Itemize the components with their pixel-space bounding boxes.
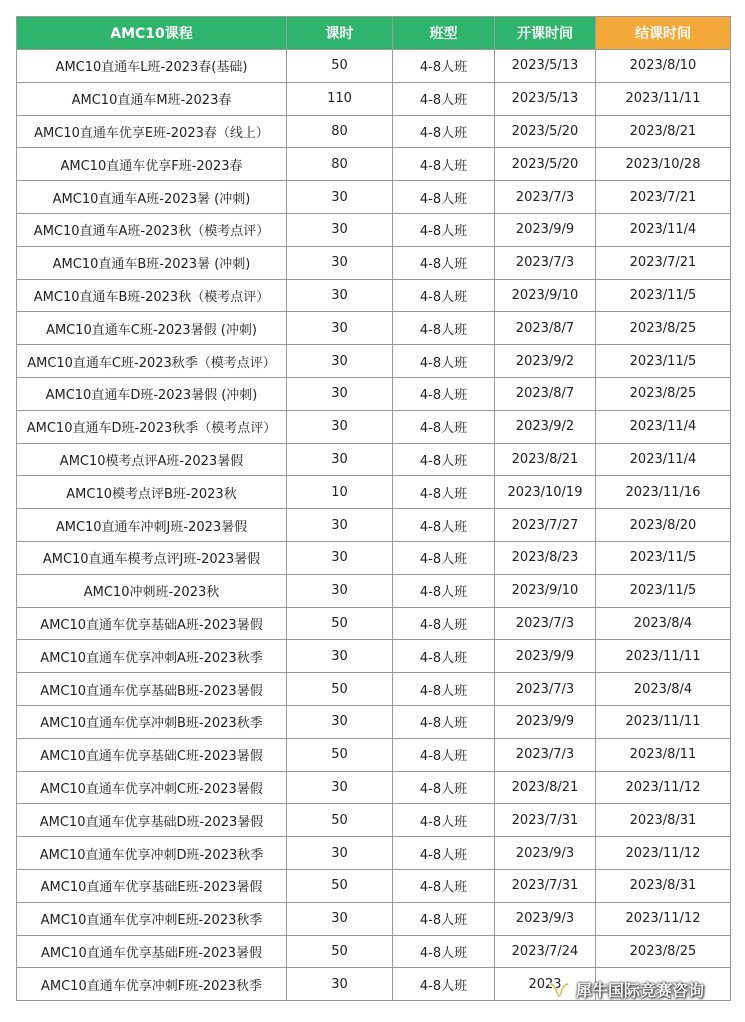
class-type-cell: 4-8人班 (393, 705, 495, 738)
end-date-cell: 2023/8/10 (596, 50, 731, 83)
end-date-cell: 2023/8/4 (596, 607, 731, 640)
class-type-cell: 4-8人班 (393, 640, 495, 673)
start-date-cell: 2023/7/31 (495, 804, 596, 837)
course-cell: AMC10直通车优享冲刺D班-2023秋季 (17, 837, 287, 870)
table-row (17, 902, 731, 935)
hours-cell: 30 (287, 574, 393, 607)
course-cell: AMC10直通车优享基础D班-2023暑假 (17, 804, 287, 837)
header-class-type: 班型 (393, 17, 495, 50)
course-cell: AMC10直通车优享冲刺A班-2023秋季 (17, 640, 287, 673)
end-date-cell: 2023/8/25 (596, 377, 731, 410)
start-date-cell: 2023/9/2 (495, 345, 596, 378)
course-cell: AMC10直通车优享F班-2023春 (17, 148, 287, 181)
class-type-cell: 4-8人班 (393, 312, 495, 345)
watermark (548, 978, 704, 1001)
table-row (17, 673, 731, 706)
hours-cell: 30 (287, 279, 393, 312)
hours-cell: 30 (287, 837, 393, 870)
end-date-cell: 2023/11/5 (596, 279, 731, 312)
end-date-cell: 2023/11/12 (596, 837, 731, 870)
end-date-cell: 2023/11/12 (596, 902, 731, 935)
end-date-cell: 2023/11/11 (596, 82, 731, 115)
start-date-cell: 2023/8/23 (495, 541, 596, 574)
hours-cell: 30 (287, 410, 393, 443)
table-row (17, 181, 731, 214)
start-date-cell: 2023/9/10 (495, 279, 596, 312)
course-cell: AMC10直通车A班-2023暑 (冲刺) (17, 181, 287, 214)
table-row (17, 345, 731, 378)
course-cell: AMC10直通车优享基础F班-2023暑假 (17, 935, 287, 968)
start-date-cell: 2023/9/2 (495, 410, 596, 443)
wechat-channel-icon (548, 981, 570, 999)
course-cell: AMC10直通车L班-2023春(基础) (17, 50, 287, 83)
course-cell: AMC10直通车优享冲刺E班-2023秋季 (17, 902, 287, 935)
hours-cell: 30 (287, 443, 393, 476)
hours-cell: 30 (287, 968, 393, 1001)
course-cell: AMC10直通车优享E班-2023春（线上） (17, 115, 287, 148)
start-date-cell: 2023/7/24 (495, 935, 596, 968)
hours-cell: 30 (287, 246, 393, 279)
end-date-cell: 2023/11/12 (596, 771, 731, 804)
class-type-cell: 4-8人班 (393, 213, 495, 246)
course-cell: AMC10直通车D班-2023暑假 (冲刺) (17, 377, 287, 410)
start-date-cell: 2023/9/10 (495, 574, 596, 607)
start-date-cell: 2023/7/3 (495, 181, 596, 214)
start-date-cell: 2023/7/3 (495, 246, 596, 279)
class-type-cell: 4-8人班 (393, 673, 495, 706)
start-date-cell: 2023/7/3 (495, 738, 596, 771)
table-row (17, 476, 731, 509)
start-date-cell: 2023/7/3 (495, 673, 596, 706)
class-type-cell: 4-8人班 (393, 902, 495, 935)
header-hours: 课时 (287, 17, 393, 50)
course-cell: AMC10模考点评A班-2023暑假 (17, 443, 287, 476)
course-cell: AMC10直通车优享冲刺B班-2023秋季 (17, 705, 287, 738)
course-cell: AMC10冲刺班-2023秋 (17, 574, 287, 607)
end-date-cell: 2023/11/5 (596, 345, 731, 378)
end-date-cell: 2023/8/25 (596, 312, 731, 345)
start-date-cell: 2023/8/21 (495, 443, 596, 476)
hours-cell: 50 (287, 935, 393, 968)
hours-cell: 30 (287, 771, 393, 804)
start-date-cell: 2023/5/13 (495, 50, 596, 83)
course-cell: AMC10直通车D班-2023秋季（模考点评） (17, 410, 287, 443)
table-row (17, 410, 731, 443)
table-row (17, 312, 731, 345)
class-type-cell: 4-8人班 (393, 476, 495, 509)
class-type-cell: 4-8人班 (393, 837, 495, 870)
class-type-cell: 4-8人班 (393, 181, 495, 214)
course-cell: AMC10直通车模考点评J班-2023暑假 (17, 541, 287, 574)
table-row (17, 738, 731, 771)
class-type-cell: 4-8人班 (393, 607, 495, 640)
start-date-cell: 2023/7/3 (495, 607, 596, 640)
table-row (17, 705, 731, 738)
class-type-cell: 4-8人班 (393, 246, 495, 279)
header-course: AMC10课程 (17, 17, 287, 50)
start-date-cell: 2023/9/9 (495, 213, 596, 246)
table-row (17, 869, 731, 902)
class-type-cell: 4-8人班 (393, 935, 495, 968)
table-row (17, 82, 731, 115)
course-cell: AMC10直通车C班-2023秋季（模考点评） (17, 345, 287, 378)
course-cell: AMC10直通车优享冲刺C班-2023暑假 (17, 771, 287, 804)
start-date-cell: 2023/9/9 (495, 705, 596, 738)
table-row (17, 804, 731, 837)
end-date-cell: 2023/8/11 (596, 738, 731, 771)
course-cell: AMC10直通车优享基础B班-2023暑假 (17, 673, 287, 706)
class-type-cell: 4-8人班 (393, 410, 495, 443)
hours-cell: 30 (287, 902, 393, 935)
end-date-cell: 2023/7/21 (596, 181, 731, 214)
table-row (17, 377, 731, 410)
start-date-cell: 2023/8/7 (495, 312, 596, 345)
hours-cell: 30 (287, 541, 393, 574)
class-type-cell: 4-8人班 (393, 50, 495, 83)
table-row (17, 574, 731, 607)
hours-cell: 30 (287, 181, 393, 214)
hours-cell: 80 (287, 115, 393, 148)
course-schedule-table (16, 16, 731, 1001)
table-row (17, 935, 731, 968)
course-cell: AMC10直通车优享基础E班-2023暑假 (17, 869, 287, 902)
table-row (17, 509, 731, 542)
start-date-cell: 2023/10/19 (495, 476, 596, 509)
table-row (17, 246, 731, 279)
class-type-cell: 4-8人班 (393, 541, 495, 574)
header-start-date: 开课时间 (495, 17, 596, 50)
class-type-cell: 4-8人班 (393, 279, 495, 312)
course-cell: AMC10直通车C班-2023暑假 (冲刺) (17, 312, 287, 345)
header-end-date: 结课时间 (596, 17, 731, 50)
course-cell: AMC10直通车优享基础A班-2023暑假 (17, 607, 287, 640)
course-cell: AMC10直通车优享冲刺F班-2023秋季 (17, 968, 287, 1001)
end-date-cell: 2023/11/5 (596, 541, 731, 574)
start-date-cell: 2023/9/9 (495, 640, 596, 673)
class-type-cell: 4-8人班 (393, 82, 495, 115)
end-date-cell: 2023/8/20 (596, 509, 731, 542)
table-row (17, 279, 731, 312)
table-row (17, 771, 731, 804)
hours-cell: 30 (287, 213, 393, 246)
end-date-cell: 2023/11/11 (596, 640, 731, 673)
table-row (17, 115, 731, 148)
class-type-cell: 4-8人班 (393, 771, 495, 804)
table-row (17, 837, 731, 870)
class-type-cell: 4-8人班 (393, 509, 495, 542)
end-date-cell: 2023/11/16 (596, 476, 731, 509)
hours-cell: 30 (287, 509, 393, 542)
hours-cell: 50 (287, 869, 393, 902)
class-type-cell: 4-8人班 (393, 115, 495, 148)
table-row (17, 443, 731, 476)
course-cell: AMC10直通车A班-2023秋（模考点评） (17, 213, 287, 246)
start-date-cell: 2023/8/7 (495, 377, 596, 410)
hours-cell: 50 (287, 673, 393, 706)
table-row (17, 148, 731, 181)
table-row (17, 50, 731, 83)
start-date-cell: 2023/9/3 (495, 902, 596, 935)
end-date-cell: 2023/11/11 (596, 705, 731, 738)
watermark-text: 犀牛国际竞赛咨询 (576, 981, 705, 1000)
course-cell: AMC10直通车冲刺J班-2023暑假 (17, 509, 287, 542)
start-date-cell: 2023/5/20 (495, 148, 596, 181)
table-row (17, 640, 731, 673)
start-date-cell: 2023/8/21 (495, 771, 596, 804)
hours-cell: 110 (287, 82, 393, 115)
hours-cell: 50 (287, 50, 393, 83)
end-date-cell: 2023/11/4 (596, 213, 731, 246)
end-date-cell: 2023/11/4 (596, 443, 731, 476)
start-date-cell: 2023 (495, 968, 596, 1001)
hours-cell: 30 (287, 705, 393, 738)
class-type-cell: 4-8人班 (393, 869, 495, 902)
class-type-cell: 4-8人班 (393, 148, 495, 181)
hours-cell: 30 (287, 345, 393, 378)
course-cell: AMC10模考点评B班-2023秋 (17, 476, 287, 509)
hours-cell: 10 (287, 476, 393, 509)
end-date-cell: 2023/8/31 (596, 804, 731, 837)
table-row (17, 541, 731, 574)
hours-cell: 30 (287, 312, 393, 345)
start-date-cell: 2023/5/20 (495, 115, 596, 148)
course-cell: AMC10直通车优享基础C班-2023暑假 (17, 738, 287, 771)
start-date-cell: 2023/7/27 (495, 509, 596, 542)
hours-cell: 80 (287, 148, 393, 181)
class-type-cell: 4-8人班 (393, 738, 495, 771)
course-cell: AMC10直通车M班-2023春 (17, 82, 287, 115)
end-date-cell: 2023/11/5 (596, 574, 731, 607)
hours-cell: 50 (287, 607, 393, 640)
course-cell: AMC10直通车B班-2023秋（模考点评） (17, 279, 287, 312)
hours-cell: 30 (287, 377, 393, 410)
end-date-cell: 2023/10/28 (596, 148, 731, 181)
class-type-cell: 4-8人班 (393, 968, 495, 1001)
class-type-cell: 4-8人班 (393, 443, 495, 476)
start-date-cell: 2023/7/31 (495, 869, 596, 902)
hours-cell: 50 (287, 738, 393, 771)
start-date-cell: 2023/9/3 (495, 837, 596, 870)
course-cell: AMC10直通车B班-2023暑 (冲刺) (17, 246, 287, 279)
class-type-cell: 4-8人班 (393, 574, 495, 607)
end-date-cell: 2023/8/25 (596, 935, 731, 968)
start-date-cell: 2023/5/13 (495, 82, 596, 115)
end-date-cell: 2023/7/21 (596, 246, 731, 279)
table-row (17, 213, 731, 246)
hours-cell: 30 (287, 640, 393, 673)
end-date-cell: 2023/11/4 (596, 410, 731, 443)
hours-cell: 50 (287, 804, 393, 837)
class-type-cell: 4-8人班 (393, 377, 495, 410)
class-type-cell: 4-8人班 (393, 345, 495, 378)
end-date-cell: 2023/8/21 (596, 115, 731, 148)
end-date-cell: 2023/8/4 (596, 673, 731, 706)
class-type-cell: 4-8人班 (393, 804, 495, 837)
table-header-row (17, 17, 731, 50)
end-date-cell: 2023/8/31 (596, 869, 731, 902)
table-row (17, 607, 731, 640)
